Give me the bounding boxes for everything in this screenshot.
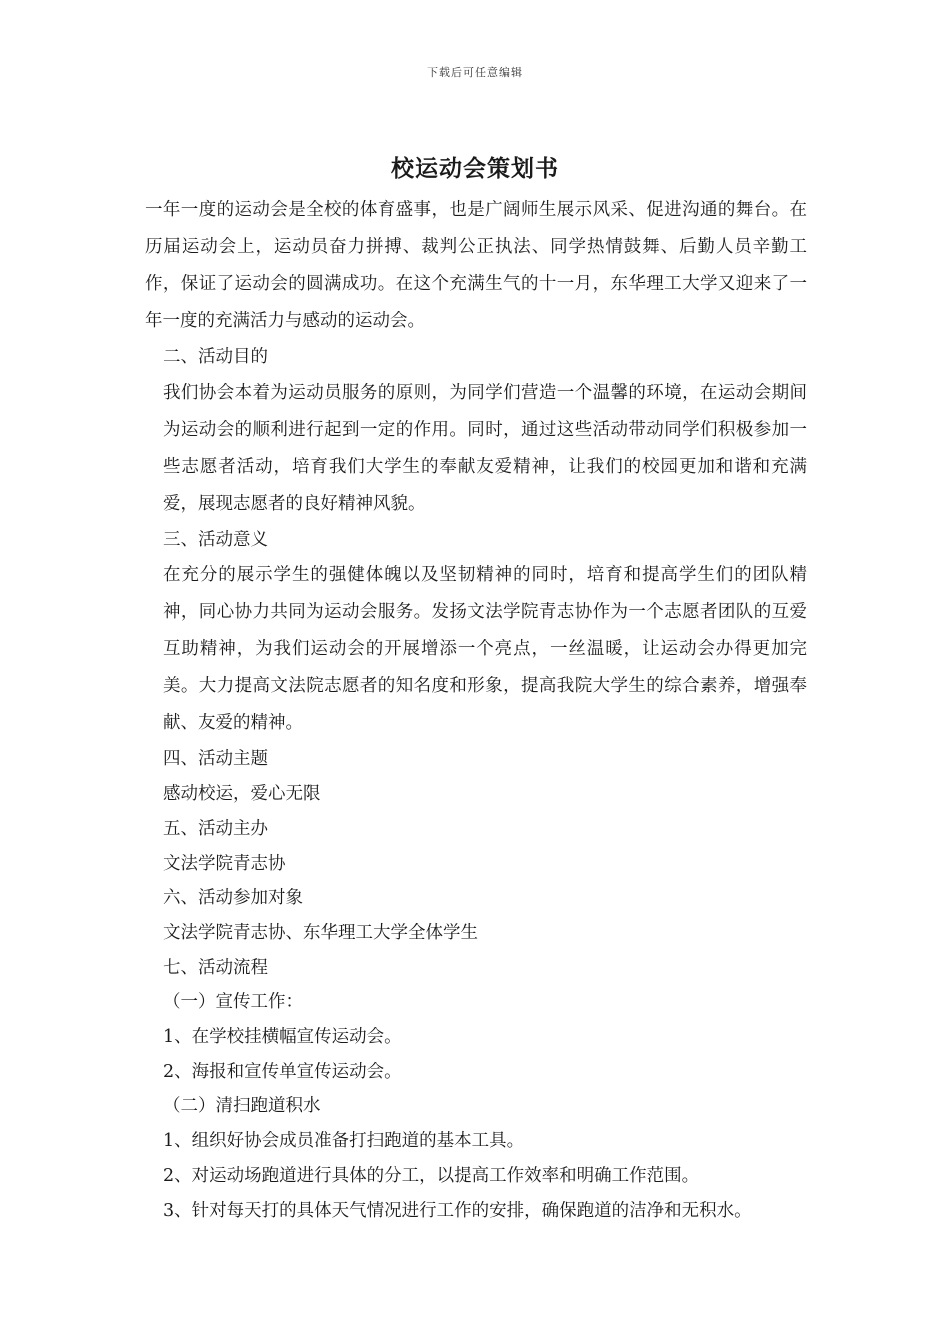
- list-item: 2、对运动场跑道进行具体的分工，以提高工作效率和明确工作范围。: [163, 1165, 700, 1186]
- subsection-heading-publicity: （一）宣传工作：: [163, 992, 303, 1013]
- section-heading-purpose: 二、活动目的: [163, 347, 268, 367]
- participants-text: 文法学院青志协、东华理工大学全体学生: [163, 922, 478, 943]
- subsection-heading-cleaning: （二）清扫跑道积水: [163, 1096, 321, 1117]
- section-heading-participants: 六、活动参加对象: [163, 888, 303, 909]
- organizer-text: 文法学院青志协: [163, 853, 286, 874]
- document-body: [145, 192, 807, 1228]
- section-heading-meaning: 三、活动意义: [163, 529, 268, 550]
- list-item: 1、组织好协会成员准备打扫跑道的基本工具。: [163, 1131, 525, 1152]
- header-note: 下载后可任意编辑: [427, 66, 523, 79]
- meaning-paragraph: 在充分的展示学生的强健体魄以及坚韧精神的同时，培育和提高学生们的团队精神，同心协力共同为运动会服务。发扬文法学院青志协作为一个志愿者团队的互爱互助精神，为我们运动会的开展增添一个亮点，一丝温暖，让运动会办得更加完美。大力提高文法院志愿者的知名度和形象，提高我院大学生的综合素养，增强奉献、友爱的精神。: [163, 565, 807, 734]
- document-title: 校运动会策划书: [391, 155, 559, 182]
- section-heading-organizer: 五、活动主办: [163, 818, 268, 839]
- purpose-paragraph: 我们协会本着为运动员服务的原则，为同学们营造一个温馨的环境，在运动会期间为运动会的顺利进行起到一定的作用。同时，通过这些活动带动同学们积极参加一些志愿者活动，培育我们大学生的奉献友爱精神，让我们的校园更加和谐和充满爱，展现志愿者的良好精神风貌。: [163, 382, 807, 514]
- list-item: 3、针对每天打的具体天气情况进行工作的安排，确保跑道的洁净和无积水。: [163, 1200, 752, 1221]
- section-heading-theme: 四、活动主题: [163, 749, 268, 770]
- intro-paragraph: 一年一度的运动会是全校的体育盛事，也是广阔师生展示风采、促进沟通的舞台。在历届运动会上，运动员奋力拼搏、裁判公正执法、同学热情鼓舞、后勤人员辛勤工作，保证了运动会的圆满成功。在这个充满生气的十一月，东华理工大学又迎来了一年一度的充满活力与感动的运动会。: [145, 200, 807, 331]
- list-item: 2、海报和宣传单宣传运动会。: [163, 1061, 402, 1082]
- theme-text: 感动校运，爱心无限: [163, 784, 321, 805]
- list-item: 1、在学校挂横幅宣传运动会。: [163, 1027, 402, 1048]
- section-heading-process: 七、活动流程: [163, 957, 268, 978]
